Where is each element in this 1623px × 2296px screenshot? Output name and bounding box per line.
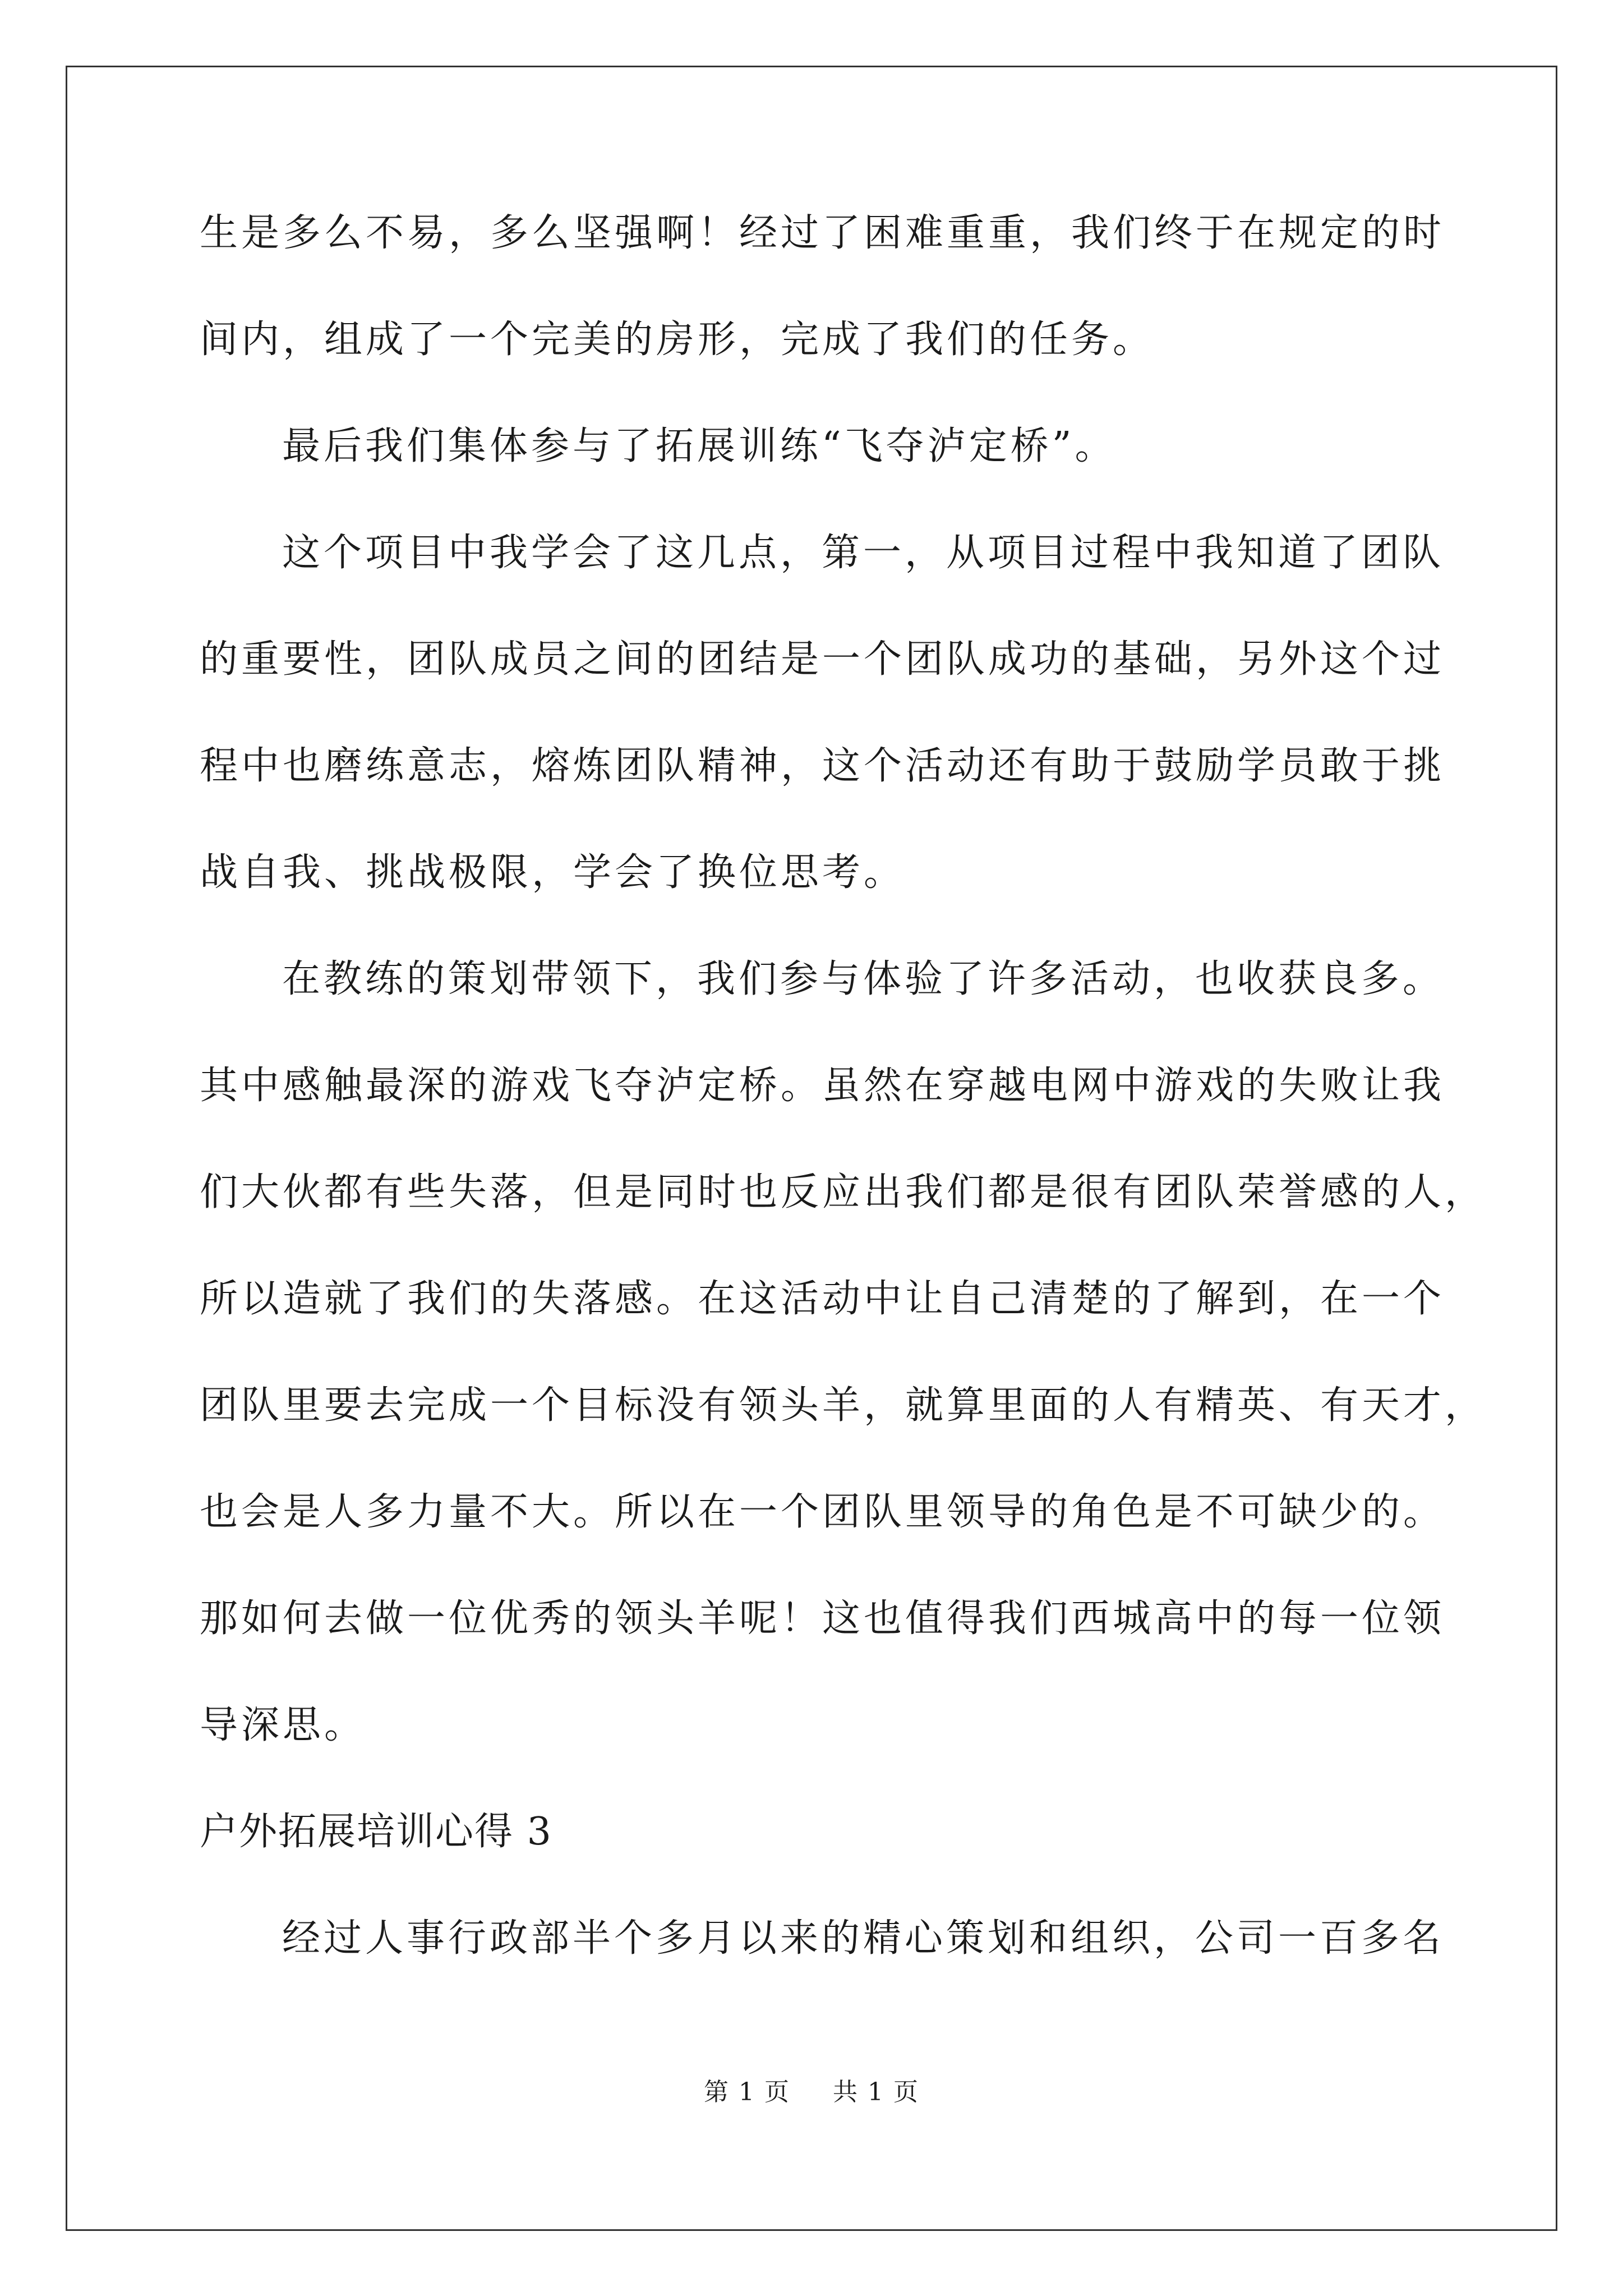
paragraph-line: 们大伙都有些失落，但是同时也反应出我们都是很有团队荣誉感的人， bbox=[200, 1170, 1487, 1214]
paragraph-line: 导深思。 bbox=[200, 1703, 366, 1747]
paragraph-line: 最后我们集体参与了拓展训练“飞夺泸定桥”。 bbox=[282, 424, 1117, 468]
paragraph-line: 经过人事行政部半个多月以来的精心策划和组织，公司一百多名 bbox=[282, 1916, 1445, 1961]
paragraph-line: 其中感触最深的游戏飞夺泸定桥。虽然在穿越电网中游戏的失败让我 bbox=[200, 1064, 1445, 1108]
page-total: 共 1 页 bbox=[833, 2078, 919, 2106]
paragraph-line: 所以造就了我们的失落感。在这活动中让自己清楚的了解到，在一个 bbox=[200, 1277, 1445, 1321]
paragraph-line: 战自我、挑战极限，学会了换位思考。 bbox=[200, 850, 906, 895]
paragraph-line: 的重要性，团队成员之间的团结是一个团队成功的基础，另外这个过 bbox=[200, 637, 1445, 682]
paragraph-line: 间内，组成了一个完美的房形，完成了我们的任务。 bbox=[200, 318, 1155, 362]
page-number: 第 1 页 bbox=[704, 2078, 790, 2106]
paragraph-line: 团队里要去完成一个目标没有领头羊，就算里面的人有精英、有天才， bbox=[200, 1383, 1487, 1428]
paragraph-line: 这个项目中我学会了这几点，第一，从项目过程中我知道了团队 bbox=[282, 531, 1445, 575]
paragraph-line: 那如何去做一位优秀的领头羊呢！这也值得我们西城高中的每一位领 bbox=[200, 1596, 1445, 1641]
paragraph-line: 在教练的策划带领下，我们参与体验了许多活动，也收获良多。 bbox=[282, 957, 1445, 1001]
paragraph-line: 生是多么不易，多么坚强啊！经过了困难重重，我们终于在规定的时 bbox=[200, 211, 1445, 255]
paragraph-line: 程中也磨练意志，熔炼团队精神，这个活动还有助于鼓励学员敢于挑 bbox=[200, 744, 1445, 788]
document-body bbox=[200, 206, 1487, 2018]
section-heading: 户外拓展培训心得 3 bbox=[200, 1810, 552, 1854]
paragraph-line: 也会是人多力量不大。所以在一个团队里领导的角色是不可缺少的。 bbox=[200, 1490, 1445, 1534]
page-footer bbox=[0, 2076, 1623, 2109]
